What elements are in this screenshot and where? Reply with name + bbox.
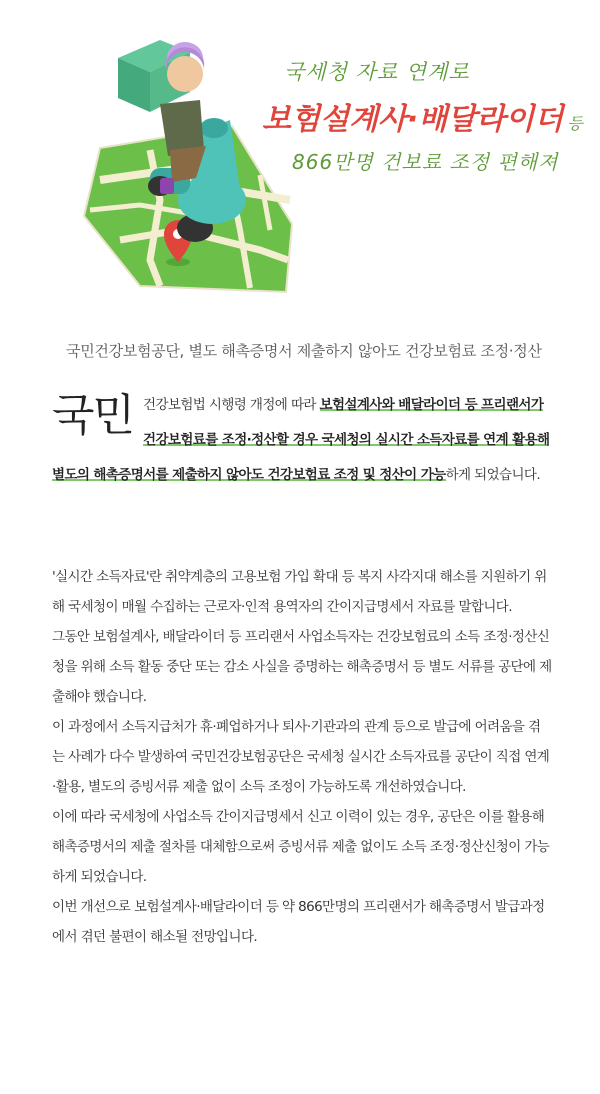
headline-line-1: 국세청 자료 연계로 — [284, 60, 470, 84]
headline-line-2 — [262, 94, 592, 138]
paragraph: '실시간 소득자료'란 취약계층의 고용보험 가입 확대 등 복지 사각지대 해소를 지원하기 위해 국세청이 매월 수집하는 근로자·인적 용역자의 간이지급명세서 자료를 말합니다. — [52, 569, 547, 615]
intro-highlight: 보험설계사와 배달라이더 등 프리랜서가 건강보험료를 조정·정산할 경우 국세청의 실시간 소득자료를 연계 활용해 별도의 해촉증명서를 제출하지 않아도 건강보험료 조정 및 정산이 가능 — [52, 397, 550, 483]
paragraph: 이에 따라 국세청에 사업소득 간이지급명세서 신고 이력이 있는 경우, 공단은 이를 활용해 해촉증명서의 제출 절차를 대체함으로써 증빙서류 제출 없이도 소득 조정·정산신청이 가능하게 되었습니다. — [52, 809, 550, 885]
headline-line-2-tail: 등 — [567, 114, 583, 133]
hero-banner — [0, 0, 600, 310]
paragraph: 이 과정에서 소득지급처가 휴·폐업하거나 퇴사·기관과의 관계 등으로 발급에 어려움을 겪는 사례가 다수 발생하여 국민건강보험공단은 국세청 실시간 소득자료를 공단이 직접 연계·활용, 별도의 증빙서류 제출 없이 소득 조정이 가능하도록 개선하였습니다. — [52, 719, 550, 795]
intro-paragraph — [52, 388, 552, 493]
headline — [262, 56, 592, 175]
paragraph: 이번 개선으로 보험설계사·배달라이더 등 약 866만명의 프리랜서가 해촉증명서 발급과정에서 겪던 불편이 해소될 전망입니다. — [52, 899, 545, 945]
intro-text-a: 건강보험법 시행령 개정에 따라 — [143, 397, 320, 413]
headline-line-2-main: 보험설계사·배달라이더 — [262, 102, 564, 137]
subtitle: 국민건강보험공단, 별도 해촉증명서 제출하지 않아도 건강보험료 조정·정산 — [66, 342, 542, 360]
intro-big-word: 국민 — [52, 390, 134, 441]
intro-text-b: 하게 되었습니다. — [445, 467, 541, 483]
headline-line-3: 866만명 건보료 조정 편해져 — [292, 150, 559, 174]
paragraph: 그동안 보험설계사, 배달라이더 등 프리랜서 사업소득자는 건강보험료의 소득 조정·정산신청을 위해 소득 활동 중단 또는 감소 사실을 증명하는 해촉증명서 등 별도 서류를 공단에 제출해야 했습니다. — [52, 629, 552, 705]
body-text — [52, 562, 552, 952]
